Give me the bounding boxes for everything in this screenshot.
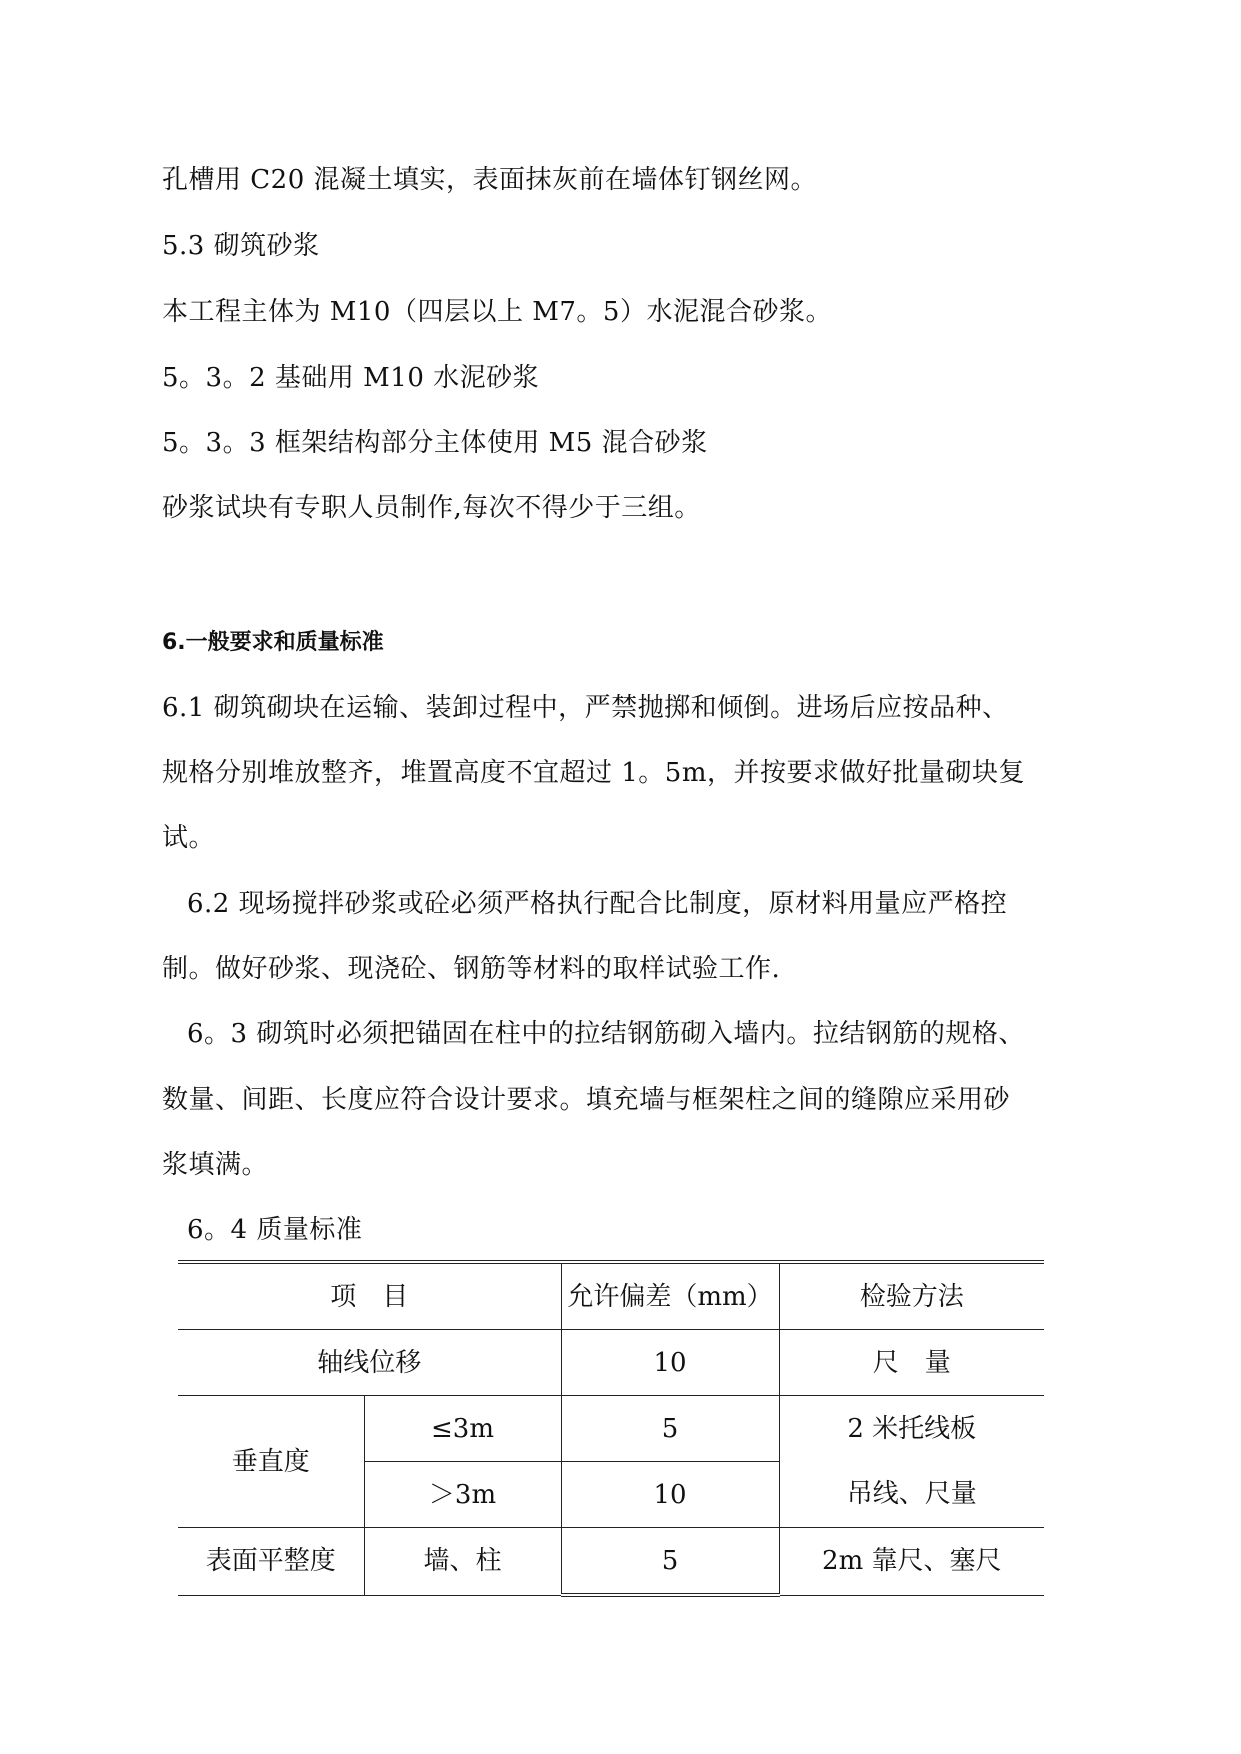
section-6-3-line-1: 6。3 砌筑时必须把锚固在柱中的拉结钢筋砌入墙内。拉结钢筋的规格、: [187, 1019, 1025, 1049]
cell-vertical-item: 垂直度: [178, 1396, 364, 1528]
cell-axis-method: 尺 量: [779, 1330, 1044, 1396]
paragraph-mortar-main: 本工程主体为 M10（四层以上 M7。5）水泥混合砂浆。: [162, 297, 832, 327]
cell-vertical-sub-1: ≤3m: [364, 1396, 561, 1462]
cell-flatness-item: 表面平整度: [178, 1528, 364, 1596]
paragraph-filling: 孔槽用 C20 混凝土填实，表面抹灰前在墙体钉钢丝网。: [162, 165, 818, 195]
cell-flatness-method: 2m 靠尺、塞尺: [779, 1528, 1044, 1596]
cell-axis-tolerance: 10: [561, 1330, 779, 1396]
cell-axis-item: 轴线位移: [178, 1330, 561, 1396]
paragraph-test-blocks: 砂浆试块有专职人员制作,每次不得少于三组。: [162, 493, 701, 523]
cell-flatness-sub: 墙、柱: [364, 1528, 561, 1596]
section-6-heading: 6.一般要求和质量标准: [162, 630, 384, 655]
header-tolerance: 允许偏差（mm）: [561, 1262, 779, 1330]
section-6-1-line-3: 试。: [162, 823, 216, 853]
table-header-row: [178, 1262, 1044, 1330]
cell-flatness-tolerance: 5: [561, 1528, 779, 1596]
cell-vertical-method-1: 2 米托线板: [779, 1396, 1044, 1462]
cell-vertical-method-2: 吊线、尺量: [779, 1462, 1044, 1528]
section-6-2-line-2: 制。做好砂浆、现浇砼、钢筋等材料的取样试验工作.: [162, 954, 781, 984]
quality-standard-table: [178, 1260, 1044, 1597]
header-method: 检验方法: [779, 1262, 1044, 1330]
header-item: 项 目: [178, 1262, 561, 1330]
section-6-1-line-2: 规格分别堆放整齐，堆置高度不宜超过 1。5m，并按要求做好批量砌块复: [162, 758, 1026, 788]
section-6-3-line-2: 数量、间距、长度应符合设计要求。填充墙与框架柱之间的缝隙应采用砂: [162, 1085, 1011, 1115]
table-row-vertical-1: [178, 1396, 1044, 1462]
section-6-4-title: 6。4 质量标准: [187, 1215, 363, 1245]
cell-vertical-tolerance-1: 5: [561, 1396, 779, 1462]
cell-vertical-tolerance-2: 10: [561, 1462, 779, 1528]
section-6-1-line-1: 6.1 砌筑砌块在运输、装卸过程中，严禁抛掷和倾倒。进场后应按品种、: [162, 693, 1009, 723]
cell-vertical-sub-2: ＞3m: [364, 1462, 561, 1528]
paragraph-5-3-3: 5。3。3 框架结构部分主体使用 M5 混合砂浆: [162, 428, 708, 458]
table-row-axis: [178, 1330, 1044, 1396]
section-6-3-line-3: 浆填满。: [162, 1150, 269, 1180]
table-row-flatness: [178, 1528, 1044, 1596]
paragraph-5-3-2: 5。3。2 基础用 M10 水泥砂浆: [162, 363, 540, 393]
section-5-3-title: 5.3 砌筑砂浆: [162, 231, 320, 261]
quality-standard-table-wrapper: [178, 1260, 1044, 1597]
section-6-2-line-1: 6.2 现场搅拌砂浆或砼必须严格执行配合比制度，原材料用量应严格控: [187, 889, 1008, 919]
